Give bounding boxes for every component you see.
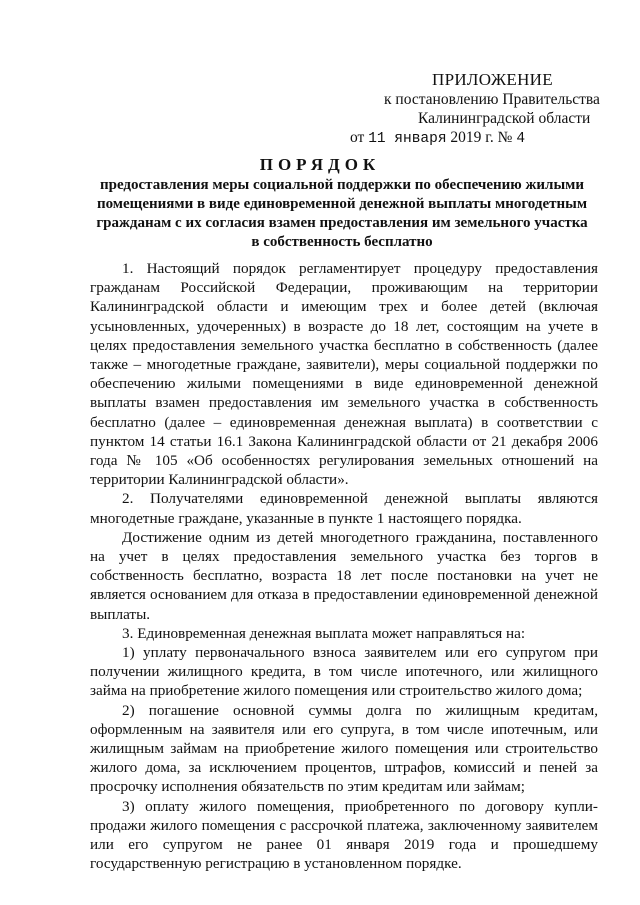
paragraph-2: 2. Получателями единовременной денежной выплаты являются многодетные граждане, указанные в пункте 1 настоящего порядка. <box>90 490 598 527</box>
paragraph-7: 3) оплату жилого помещения, приобретенного по договору купли-продажи жилого помещения с рассрочкой платежа, заключенному заявителем или его супругом не ранее 01 января 2019 года и прошедшему государственную регистрацию в установленном порядке. <box>90 797 598 873</box>
document-subtitle: предоставления меры социальной поддержки по обеспечению жилыми помещениями в виде единовременной денежной выплаты многодетным гражданам с их согласия взамен предоставления им земельного участка в собственность бесплатно <box>96 177 588 250</box>
number-value: 4 <box>516 131 526 147</box>
date-year: 2019 г. <box>450 129 494 146</box>
document-title: ПОРЯДОК <box>259 155 381 174</box>
date-prefix: от <box>350 129 365 146</box>
paragraph-1: 1. Настоящий порядок регламентирует процедуру предоставления гражданам Российской Федерации, проживающим на территории Калининградской области и имеющим трех и более детей (включая усыновленных, удочеренных) в возрасте до 18 лет, состоящим на учете в целях предоставления земельного участка бесплатно в собственность (далее также – многодетные граждане, заявители), меры социальной поддержки по обеспечению жилыми помещениями в виде единовременной денежной выплаты взамен предоставления им земельного участка в собственность бесплатно (далее – единовременная денежная выплата) в соответствии с пунктом 14 статьи 16.1 Закона Калининградской области от 21 декабря 2006 года № 105 «Об особенностях регулирования земельных отношений на территории Калининградской области». <box>90 260 598 489</box>
appendix-line-1: к постановлению Правительства <box>384 91 600 108</box>
paragraph-4: 3. Единовременная денежная выплата может направляться на: <box>122 624 526 642</box>
appendix-title: ПРИЛОЖЕНИЕ <box>432 70 553 89</box>
document-body <box>90 259 598 874</box>
paragraph-6: 2) погашение основной суммы долга по жилищным кредитам, оформленным на заявителя или его супруга, в том числе ипотечным, или жилищным займам на приобретение жилого помещения или строительство жилого дома, за исключением процентов, штрафов, комиссий и пеней за просрочку исполнения обязательств по этим кредитам или займам; <box>90 701 598 796</box>
paragraph-3: Достижение одним из детей многодетного гражданина, поставленного на учет в целях предоставления земельного участка без торгов в собственность бесплатно, возраста 18 лет после постановки на учет не является основанием для отказа в предоставлении единовременной денежной выплаты. <box>90 528 598 623</box>
number-sign: № <box>497 129 513 146</box>
date-value: 11 января <box>368 131 447 147</box>
paragraph-5: 1) уплату первоначального взноса заявителем или его супругом при получении жилищного кредита, в том числе ипотечного, или жилищного займа на приобретение жилого помещения или строительство жилого дома; <box>90 644 598 700</box>
appendix-line-2: Калининградской области <box>418 110 591 127</box>
appendix-date-line <box>350 128 525 149</box>
